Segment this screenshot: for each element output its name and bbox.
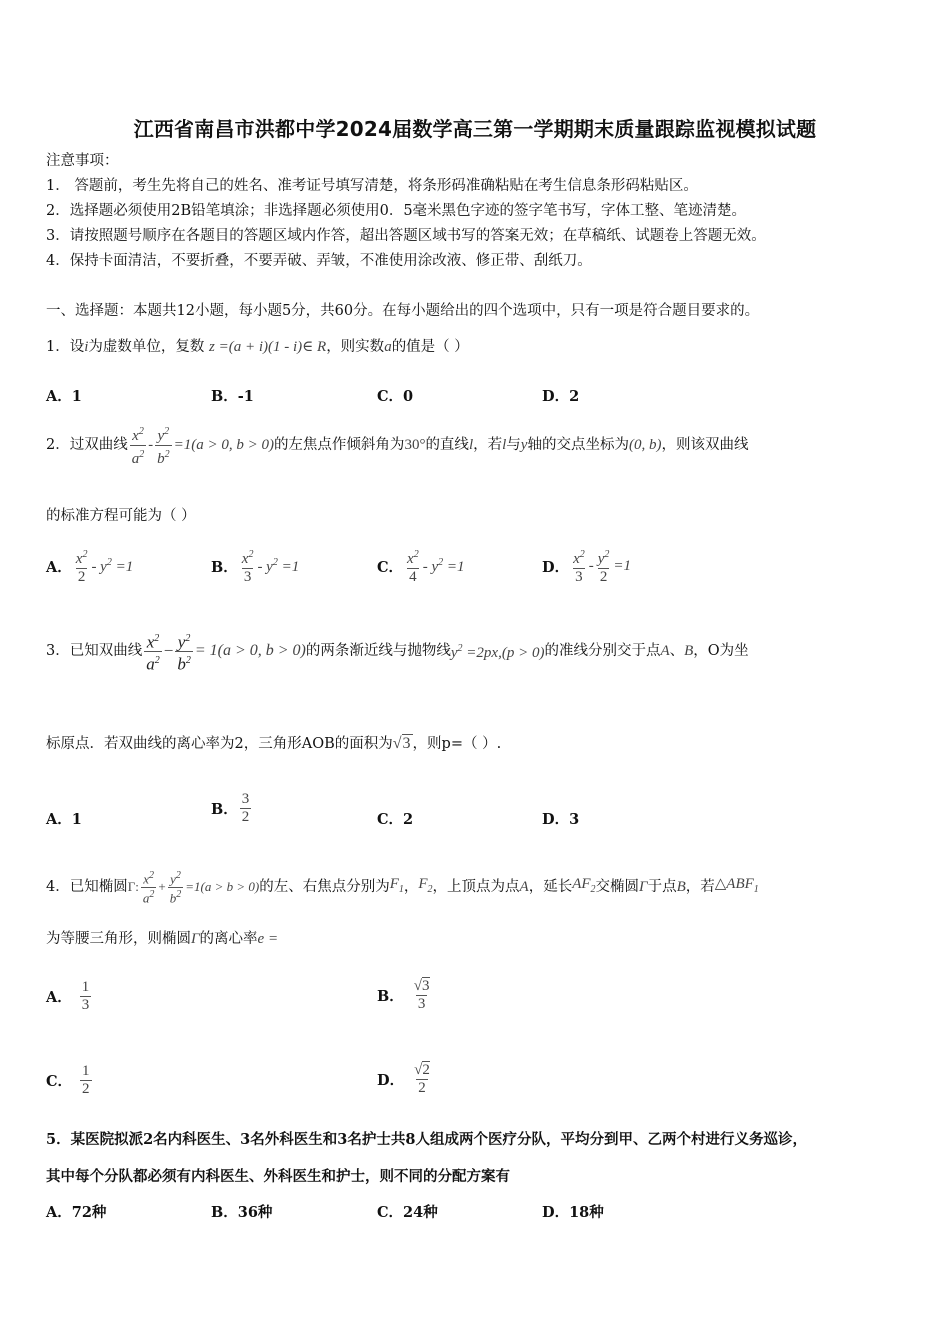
q2-text: 与 bbox=[506, 437, 521, 453]
q2-option-a: A． $\frac{x^2}{2}$ - $y^2 =1$ bbox=[46, 542, 133, 590]
math-fraction: $\frac{x^2}{3}$ bbox=[241, 549, 254, 585]
option-label: D． bbox=[542, 558, 570, 576]
math-fraction: $\frac{y^2}{2}$ bbox=[597, 549, 610, 585]
section-heading: 一、选择题：本题共12小题，每小题5分，共60分。在每小题给出的四个选项中，只有一项是符合题目要求的。 bbox=[46, 303, 760, 319]
q4-text: 于点 bbox=[647, 879, 677, 895]
question-3-line2 bbox=[46, 724, 501, 764]
option-label: A． bbox=[46, 988, 72, 1006]
math-fraction: $\frac{√3}{3}$ bbox=[413, 977, 430, 1012]
math-fraction: $\frac{x^2}{a^2}$ bbox=[131, 425, 145, 467]
q2-text: ，若 bbox=[473, 437, 503, 453]
q3-option-d: D．3 bbox=[542, 811, 580, 828]
q2-text-line2: 的标准方程可能为（ ） bbox=[46, 508, 196, 524]
q4-text: ，上顶点为点 bbox=[432, 879, 520, 895]
q3-text: 标原点．若双曲线的离心率为2，三角形AOB的面积为 bbox=[46, 736, 393, 752]
math-fraction: $\frac{x^2}{a^2}$ bbox=[142, 870, 155, 905]
q5-option-a: A．72种 bbox=[46, 1204, 107, 1221]
q3-text: 的准线分别交于点 bbox=[544, 643, 661, 659]
math-fraction: $\frac{y^2}{b^2}$ bbox=[177, 632, 191, 674]
option-label: A． bbox=[46, 558, 72, 576]
page-title: 江西省南昌市洪都中学2024届数学高三第一学期期末质量跟踪监视模拟试题 bbox=[133, 117, 817, 141]
q4-option-b bbox=[377, 962, 434, 1028]
q3-option-b bbox=[211, 782, 253, 834]
q5-option-c: C．24种 bbox=[377, 1204, 438, 1221]
q1-text: 的值是（ ） bbox=[391, 339, 469, 355]
q2-text: 轴的交点坐标为 bbox=[527, 437, 629, 453]
q1-option-b: B．-1 bbox=[211, 388, 254, 405]
q2-text: ，则该双曲线 bbox=[661, 437, 749, 453]
math-fraction: $\frac{1}{3}$ bbox=[81, 978, 90, 1013]
math-fraction: $\frac{√2}{2}$ bbox=[414, 1061, 430, 1096]
notice-item: 1． 答题前，考生先将自己的姓名、准考证号填写清楚，将条形码准确粘贴在考生信息条形码粘贴区。 bbox=[46, 178, 698, 194]
q3-text: ，O为坐 bbox=[693, 643, 749, 659]
question-1 bbox=[46, 337, 469, 357]
question-5: 5．某医院拟派2名内科医生、3名外科医生和3名护士共8人组成两个医疗分队，平均分到甲、乙两个村进行义务巡诊， bbox=[46, 1131, 807, 1148]
question-3: 3．已知双曲线 $\frac{x^2}{a^2}$ − $\frac{y^2}{b^2}$ = 1(a > 0, b > 0) 的两条渐近线与抛物线 $y^2 =2px,(p > 0)$ 的准线分别交于点 A 、 B ，O为坐 bbox=[46, 624, 749, 678]
math-fraction: $\frac{3}{2}$ bbox=[241, 790, 250, 825]
q3-option-a: A．1 bbox=[46, 811, 82, 828]
q4-text: 交椭圆 bbox=[595, 879, 640, 895]
option-label: C． bbox=[46, 1072, 73, 1090]
q4-option-a bbox=[46, 966, 93, 1026]
math-complex-z: z =(a + i)(1 - i)∈ R bbox=[209, 339, 327, 355]
math-fraction: $\frac{x^2}{2}$ bbox=[75, 549, 88, 585]
q4-text: 的离心率 bbox=[199, 931, 258, 947]
q4-text: 的左、右焦点分别为 bbox=[259, 879, 390, 895]
math-a: a bbox=[384, 339, 392, 355]
math-fraction: $\frac{x^2}{4}$ bbox=[407, 549, 419, 585]
q1-option-c: C．0 bbox=[377, 388, 414, 405]
question-4: 4．已知椭圆 Γ: $\frac{x^2}{a^2}$ + $\frac{y^2}{b^2}$ =1(a > b > 0) 的左、右焦点分别为 $F_1$ ， $F_2$ ，上顶点为点 A ，延长 $AF_2$ 交椭圆 Γ 于点 B ，若 $\triangle ABF_1$ bbox=[46, 870, 759, 905]
q1-text: 为虚数单位，复数 bbox=[88, 339, 205, 355]
q4-option-d bbox=[377, 1046, 434, 1112]
option-label: C． bbox=[377, 558, 404, 576]
q4-text: 4．已知椭圆 bbox=[46, 879, 128, 895]
question-2: 2．过双曲线 $\frac{x^2}{a^2}$ - $\frac{y^2}{b^2}$ =1(a > 0, b > 0) 的左焦点作倾斜角为 30° 的直线 l ，若 l 与 y 轴的交点坐标为 (0, b) ，则该双曲线 bbox=[46, 420, 748, 470]
q2-option-b: B． $\frac{x^2}{3}$ - $y^2 =1$ bbox=[211, 542, 299, 590]
q1-text: ，则实数 bbox=[326, 339, 385, 355]
option-label: B． bbox=[377, 987, 404, 1005]
q3-text: 的两条渐近线与抛物线 bbox=[305, 643, 451, 659]
q4-text: ，若 bbox=[685, 879, 715, 895]
q1-text: 1．设 bbox=[46, 339, 85, 355]
option-label: B． bbox=[211, 558, 238, 576]
q4-text: 为等腰三角形，则椭圆 bbox=[46, 931, 191, 947]
notice-heading: 注意事项： bbox=[46, 153, 119, 169]
q2-option-c: C． $\frac{x^2}{4}$ - $y^2 =1$ bbox=[377, 542, 465, 590]
option-label: D． bbox=[377, 1071, 405, 1089]
math-fraction: $\frac{1}{2}$ bbox=[82, 1062, 90, 1097]
q2-text: 2．过双曲线 bbox=[46, 437, 128, 453]
math-i: i bbox=[84, 339, 89, 355]
q4-option-c bbox=[46, 1050, 94, 1110]
q3-text: 3．已知双曲线 bbox=[46, 643, 143, 659]
math-fraction: $\frac{x^2}{a^2}$ bbox=[146, 632, 160, 674]
notice-item: 4．保持卡面清洁，不要折叠，不要弄破、弄皱，不准使用涂改液、修正带、刮纸刀。 bbox=[46, 253, 592, 269]
q1-option-d: D．2 bbox=[542, 388, 580, 405]
q5-option-d: D．18种 bbox=[542, 1204, 604, 1221]
q2-text: 的左焦点作倾斜角为 bbox=[273, 437, 405, 453]
notice-item: 2．选择题必须使用2B铅笔填涂；非选择题必须使用0．5毫米黑色字迹的签字笔书写，字体工整、笔迹清楚。 bbox=[46, 203, 747, 219]
question-5-line2: 其中每个分队都必须有内科医生、外科医生和护士，则不同的分配方案有 bbox=[46, 1168, 510, 1185]
q2-option-d: D． $\frac{x^2}{3}$ - $\frac{y^2}{2}$ =1 bbox=[542, 542, 631, 590]
q3-option-c: C．2 bbox=[377, 811, 414, 828]
q3-text: 、 bbox=[669, 643, 685, 659]
option-label: B． bbox=[211, 800, 238, 818]
question-4-line2: 为等腰三角形，则椭圆Γ的离心率e = bbox=[46, 931, 279, 947]
math-fraction: $\frac{y^2}{b^2}$ bbox=[169, 870, 182, 905]
q3-text: ，则p=（ ）. bbox=[412, 736, 502, 752]
q2-text: 的直线 bbox=[425, 437, 469, 453]
q1-option-a: A．1 bbox=[46, 388, 82, 405]
math-fraction: $\frac{x^2}{3}$ bbox=[573, 549, 585, 585]
q5-option-b: B．36种 bbox=[211, 1204, 273, 1221]
math-sqrt: √3 bbox=[392, 735, 411, 752]
notice-item: 3．请按照题号顺序在各题目的答题区域内作答，超出答题区域书写的答案无效；在草稿纸、试题卷上答题无效。 bbox=[46, 228, 766, 244]
math-fraction: $\frac{y^2}{b^2}$ bbox=[157, 425, 170, 467]
q4-text: ，延长 bbox=[528, 879, 573, 895]
